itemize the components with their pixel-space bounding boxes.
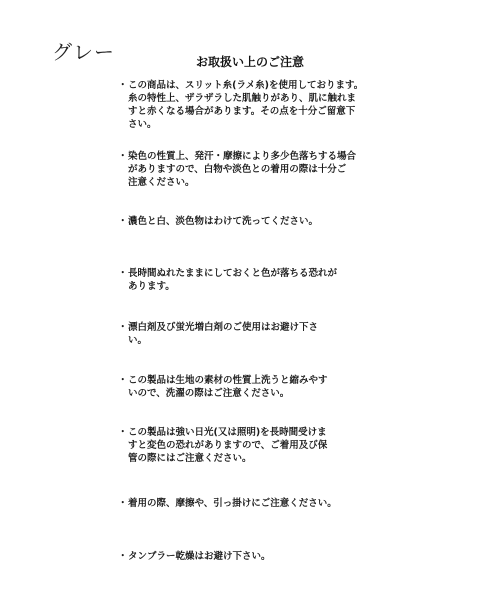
bullet-mark: ・ (118, 551, 128, 562)
notice-item (118, 321, 380, 347)
notice-text: 長時間ぬれたままにしておくと色が落ちる恐れが あります。 (128, 268, 338, 292)
notice-text: タンブラー乾燥はお避け下さい。 (128, 551, 271, 562)
notice-item (118, 374, 380, 400)
bullet-mark: ・ (118, 427, 128, 438)
notice-text: 染色の性質上、発汗・摩擦により多少色落ちする場合 がありますので、白物や淡色との着用の際は十分ご 注意ください。 (128, 151, 357, 188)
notice-title: お取扱い上のご注意 (195, 55, 304, 69)
notice-item (118, 79, 380, 131)
notice-item (118, 426, 380, 465)
notice-text: 濃色と白、淡色物はわけて洗ってください。 (128, 216, 319, 227)
notice-text: この製品は強い日光(又は照明)を長時間受けま すと変色の恐れがありますので、ご着用及び保 管の際にはご注意ください。 (128, 427, 328, 464)
notice-text: 漂白剤及び蛍光増白剤のご使用はお避け下さ い。 (128, 322, 319, 346)
bullet-mark: ・ (118, 268, 128, 279)
notice-text: 着用の際、摩擦や、引っ掛けにご注意ください。 (128, 498, 337, 509)
bullet-mark: ・ (118, 322, 128, 333)
notice-item (118, 150, 380, 189)
notice-item (118, 267, 380, 293)
notice-item (118, 497, 380, 510)
notice-item (118, 550, 380, 563)
notice-item (118, 215, 380, 228)
bullet-mark: ・ (118, 498, 128, 509)
color-label: グレー (52, 40, 115, 64)
bullet-mark: ・ (118, 151, 128, 162)
notice-text: この製品は生地の素材の性質上洗うと縮みやす いので、洗濯の際はご注意ください。 (128, 375, 328, 399)
notice-text: この商品は、スリット糸(ラメ糸)を使用しております。 糸の特性上、ザラザラした肌触りがあり、肌に触れま すと赤くなる場合があります。その点を十分ご留意下 さい。 (128, 80, 364, 130)
bullet-mark: ・ (118, 375, 128, 386)
bullet-mark: ・ (118, 216, 128, 227)
bullet-mark: ・ (118, 80, 128, 91)
